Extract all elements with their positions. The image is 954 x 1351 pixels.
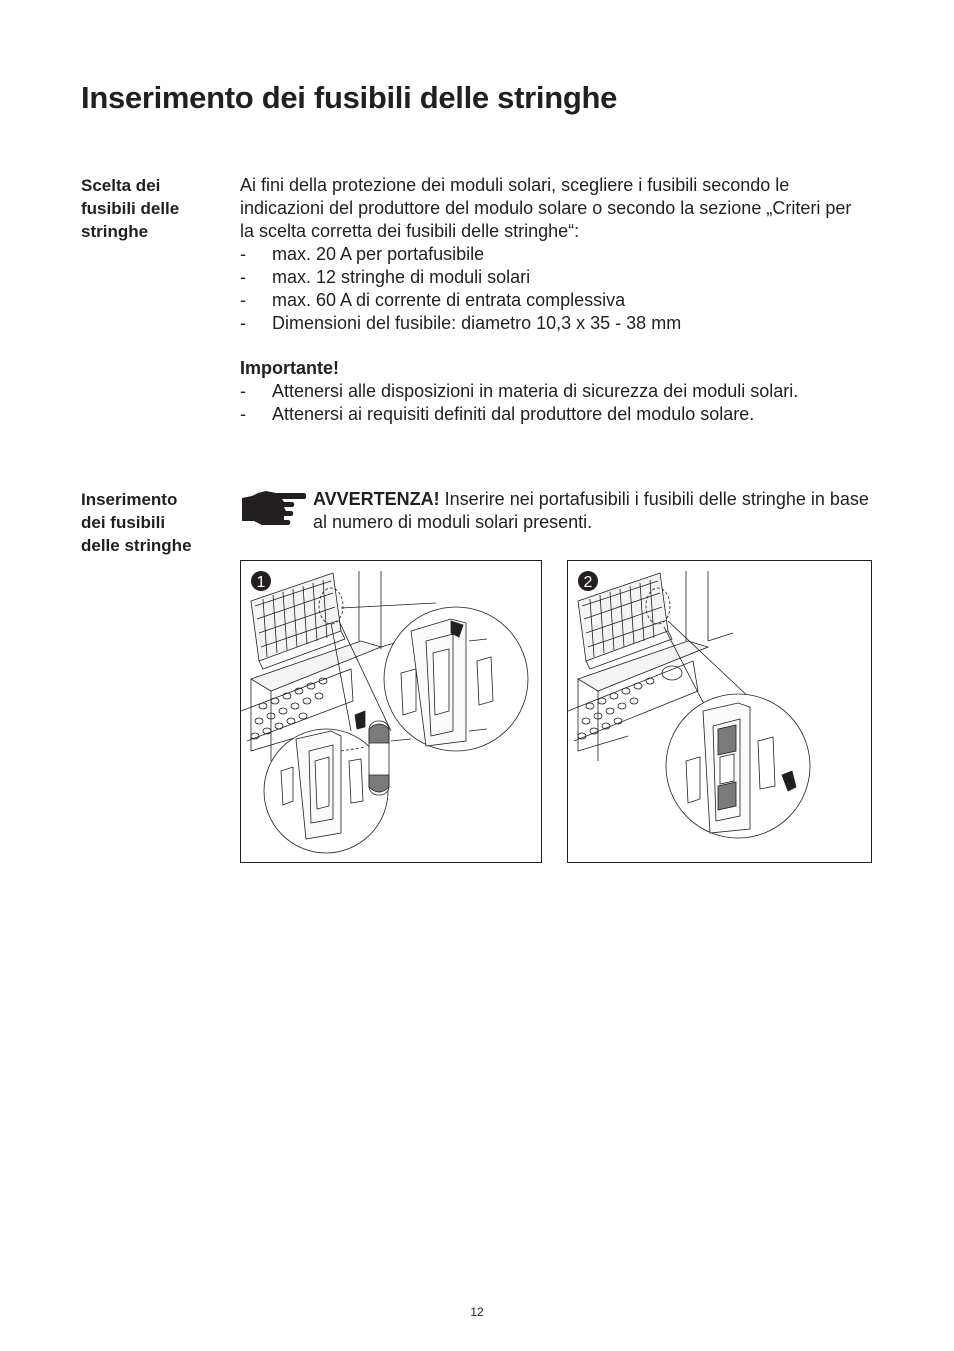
list-item bbox=[240, 266, 870, 289]
important-list bbox=[240, 380, 870, 426]
pointing-hand-icon bbox=[240, 490, 306, 533]
list-dash: - bbox=[240, 244, 246, 264]
step-number: 2 bbox=[583, 574, 593, 591]
section-heading-line: Inserimento bbox=[81, 490, 178, 509]
fuse-insertion-illustration bbox=[568, 561, 872, 863]
warning-paragraph bbox=[313, 488, 873, 534]
section-heading-line: fusibili delle bbox=[81, 199, 180, 218]
list-dash: - bbox=[240, 267, 246, 287]
section-heading-line: dei fusibili bbox=[81, 513, 166, 532]
page-title: Inserimento dei fusibili delle stringhe bbox=[81, 80, 618, 115]
list-dash: - bbox=[240, 381, 246, 401]
list-item-text: max. 12 stringhe di moduli solari bbox=[272, 267, 531, 287]
figure-step-2 bbox=[567, 560, 872, 863]
list-dash: - bbox=[240, 313, 246, 333]
list-item bbox=[240, 380, 870, 403]
list-dash: - bbox=[240, 404, 246, 424]
section-heading-line: Scelta dei bbox=[81, 176, 161, 195]
list-item-text: max. 60 A di corrente di entrata complessiva bbox=[272, 290, 626, 310]
warning-label: AVVERTENZA! bbox=[313, 489, 440, 509]
section-heading-line: stringhe bbox=[81, 222, 149, 241]
list-dash: - bbox=[240, 290, 246, 310]
page-number: 12 bbox=[470, 1305, 484, 1319]
list-item-text: Attenersi ai requisiti definiti dal produttore del modulo solare. bbox=[272, 404, 755, 424]
intro-paragraph: Ai fini della protezione dei moduli solari, scegliere i fusibili secondo le indicazioni del produttore del modulo solare o secondo la sezione „Criteri per la scelta corretta dei fusibili delle stringhe“: bbox=[240, 175, 852, 241]
list-item-text: Attenersi alle disposizioni in materia di sicurezza dei moduli solari. bbox=[272, 381, 799, 401]
figure-step-1 bbox=[240, 560, 542, 863]
section-heading-fuse-insertion bbox=[81, 488, 221, 557]
list-item bbox=[240, 312, 870, 335]
fuse-insertion-illustration bbox=[241, 561, 542, 863]
requirements-list bbox=[240, 243, 870, 335]
list-item-text: Dimensioni del fusibile: diametro 10,3 x 35 - 38 mm bbox=[272, 313, 682, 333]
important-label: Importante! bbox=[240, 358, 339, 378]
warning-text: Inserire nei portafusibili i fusibili delle stringhe in base al numero di moduli solari presenti. bbox=[313, 489, 869, 532]
list-item bbox=[240, 289, 870, 312]
step-number: 1 bbox=[256, 574, 266, 591]
section-body-fuse-selection bbox=[240, 174, 870, 426]
section-heading-line: delle stringhe bbox=[81, 536, 192, 555]
list-item bbox=[240, 403, 870, 426]
section-heading-fuse-selection bbox=[81, 174, 221, 243]
list-item bbox=[240, 243, 870, 266]
list-item-text: max. 20 A per portafusibile bbox=[272, 244, 485, 264]
